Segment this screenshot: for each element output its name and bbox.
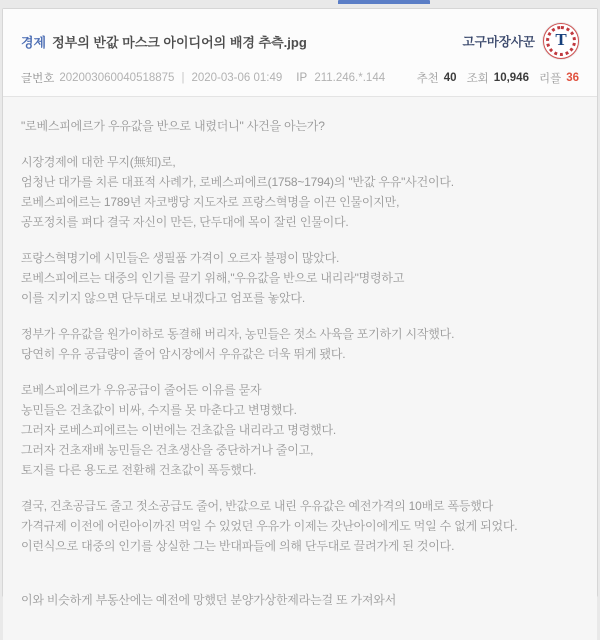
post-line: 정부가 우유값을 원가이하로 동결해 버리자, 농민들은 젓소 사육을 포기하기 시작했다. xyxy=(21,327,455,341)
post-line: 가격규제 이전에 어린아이까진 먹일 수 있었던 우유가 이제는 갓난아이에게도 먹일 수 없게 되었다. xyxy=(21,519,518,533)
post-line: 결국, 건초공급도 줄고 젓소공급도 줄어, 반값으로 내린 우유값은 예전가격의 10배로 폭등했다 xyxy=(21,499,494,513)
post-paragraph xyxy=(21,496,579,556)
post-line: 엄청난 대가를 치른 대표적 사례가, 로베스피에르(1758~1794)의 "반값 우유"사건이다. xyxy=(21,175,454,189)
post-line: 프랑스혁명기에 시민들은 생필품 가격이 오르자 불평이 많았다. xyxy=(21,251,340,265)
views-label: 조회 xyxy=(466,73,489,85)
post-line: 로베스피에르는 대중의 인기를 끌기 위해,"우유값을 반으로 내리라"명령하고 xyxy=(21,271,405,285)
post-datetime: 2020-03-06 01:49 xyxy=(191,72,283,84)
upvote-count: 40 xyxy=(443,72,457,84)
post-header xyxy=(3,9,597,96)
ip-label: IP xyxy=(296,72,308,84)
replies-count: 36 xyxy=(566,72,579,84)
post-line: 토지를 다른 용도로 전환해 건초값이 폭등했다. xyxy=(21,463,257,477)
category-badge[interactable]: 경제 xyxy=(21,34,47,50)
post-line: 이를 지키지 않으면 단두대로 보내겠다고 엄포를 놓았다. xyxy=(21,291,305,305)
post-line: 로베스피에르가 우유공급이 줄어든 이유를 묻자 xyxy=(21,383,262,397)
post-line: 농민들은 건초값이 비싸, 수지를 못 마춘다고 변명했다. xyxy=(21,403,297,417)
post-paragraph xyxy=(21,116,579,136)
post-title: 정부의 반값 마스크 아이디어의 배경 추측.jpg xyxy=(52,34,307,50)
post-card xyxy=(2,8,598,607)
post-line: 로베스피에르는 1789년 자코뱅당 지도자로 프랑스혁명을 이끈 인물이지만, xyxy=(21,195,400,209)
replies-label: 리플 xyxy=(538,73,562,85)
post-paragraph xyxy=(21,590,579,610)
post-line: 그러자 건초재배 농민들은 건초생산을 중단하거나 줄이고, xyxy=(21,443,314,457)
post-body xyxy=(3,97,597,640)
post-no-value: 202003060040518875 xyxy=(59,72,175,84)
author-name[interactable]: 고구마장사꾼 xyxy=(462,35,535,49)
ip-value: 211.246.*.144 xyxy=(314,72,386,84)
post-paragraph xyxy=(21,324,579,364)
post-paragraph xyxy=(21,248,579,308)
post-line: 시장경제에 대한 무지(無知)로, xyxy=(21,155,176,169)
post-stats xyxy=(407,70,579,86)
views-count: 10,946 xyxy=(493,72,529,84)
post-line: 그러자 로베스피에르는 이번에는 건초값을 내리라고 명령했다. xyxy=(21,423,336,437)
post-paragraph xyxy=(21,380,579,480)
post-line: 이런식으로 대중의 인기를 상실한 그는 반대파들에 의해 단두대로 끌려가게 된 것이다. xyxy=(21,539,455,553)
post-no-label: 글번호 xyxy=(21,73,55,85)
post-line: 당연히 우유 공급량이 줄어 암시장에서 우유값은 더욱 뛰게 됐다. xyxy=(21,347,346,361)
post-paragraph xyxy=(21,152,579,232)
post-meta xyxy=(21,70,385,86)
browser-tab-fragment xyxy=(338,0,430,4)
post-line: 공포정치를 펴다 결국 자신이 만든, 단두대에 목이 잘린 인물이다. xyxy=(21,215,349,229)
avatar[interactable] xyxy=(543,23,579,59)
post-line: 이와 비슷하게 부동산에는 예전에 망했던 분양가상한제라는걸 또 가져와서 xyxy=(21,593,397,607)
upvote-label: 추천 xyxy=(416,73,439,85)
avatar-letter: T xyxy=(555,30,567,50)
post-line: "로베스피에르가 우유값을 반으로 내렸더니" 사건을 아는가? xyxy=(21,119,325,133)
meta-separator: | xyxy=(181,72,185,84)
